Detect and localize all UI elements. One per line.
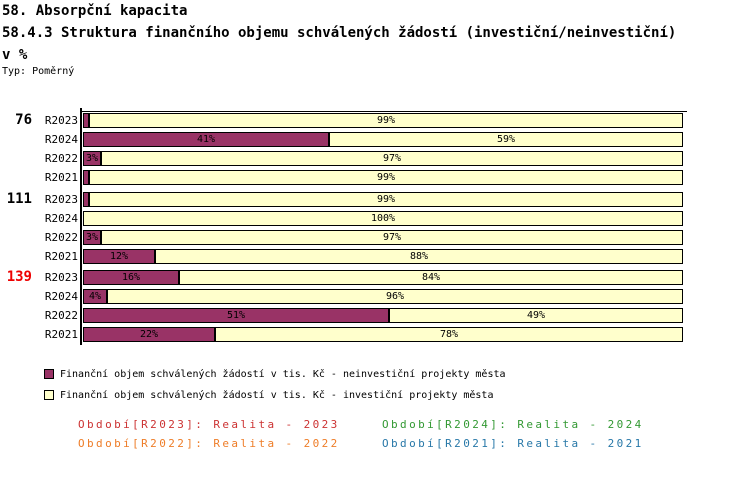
bar-segment-investicni: 97% xyxy=(101,151,683,166)
bar-segment-neinvesticni: 3% xyxy=(83,151,101,166)
chart-type-label: Typ: Poměrný xyxy=(2,66,75,77)
bar-segment-neinvesticni: 51% xyxy=(83,308,389,323)
bar-segment-investicni: 78% xyxy=(215,327,683,342)
row-label: R2023 xyxy=(44,193,78,206)
bar-segment-neinvesticni: 4% xyxy=(83,289,107,304)
group-label: 76 xyxy=(15,112,32,128)
period-footnote: Období[R2021]: Realita - 2021 xyxy=(382,437,644,450)
bar-segment-neinvesticni: 12% xyxy=(83,249,155,264)
report-title: 58. Absorpční kapacita xyxy=(2,3,188,19)
period-footnote: Období[R2022]: Realita - 2022 xyxy=(78,437,340,450)
bar-segment-investicni: 59% xyxy=(329,132,683,147)
legend-label: Finanční objem schválených žádostí v tis. Kč - investiční projekty města xyxy=(60,390,494,401)
bar-segment-investicni: 99% xyxy=(89,170,683,185)
row-label: R2022 xyxy=(44,152,78,165)
row-label: R2023 xyxy=(44,114,78,127)
y-axis-line xyxy=(80,108,82,345)
bar-segment-neinvesticni: 22% xyxy=(83,327,215,342)
bar-segment-investicni: 84% xyxy=(179,270,683,285)
group-label: 111 xyxy=(6,191,32,207)
top-axis-line xyxy=(80,111,687,112)
chart-title: 58.4.3 Struktura finančního objemu schválených žádostí (investiční/neinvestiční) xyxy=(2,25,677,41)
bar-segment-neinvesticni: 41% xyxy=(83,132,329,147)
bar-segment-investicni: 99% xyxy=(89,113,683,128)
period-footnote: Období[R2024]: Realita - 2024 xyxy=(382,418,644,431)
legend-item xyxy=(44,390,644,402)
chart-title-unit: v % xyxy=(2,47,28,63)
bar-segment-investicni: 96% xyxy=(107,289,683,304)
row-label: R2024 xyxy=(44,290,78,303)
bar-segment-investicni: 88% xyxy=(155,249,683,264)
legend-swatch xyxy=(44,390,54,400)
row-label: R2022 xyxy=(44,231,78,244)
legend-label: Finanční objem schválených žádostí v tis. Kč - neinvestiční projekty města xyxy=(60,369,506,380)
row-label: R2023 xyxy=(44,271,78,284)
bar-segment-neinvesticni: 3% xyxy=(83,230,101,245)
row-label: R2021 xyxy=(44,328,78,341)
bar-segment-investicni: 49% xyxy=(389,308,683,323)
legend-item xyxy=(44,369,644,381)
row-label: R2022 xyxy=(44,309,78,322)
group-label: 139 xyxy=(6,269,32,285)
bar-segment-investicni: 99% xyxy=(89,192,683,207)
bar-segment-investicni: 100% xyxy=(83,211,683,226)
row-label: R2024 xyxy=(44,212,78,225)
row-label: R2024 xyxy=(44,133,78,146)
period-footnote: Období[R2023]: Realita - 2023 xyxy=(78,418,340,431)
bar-segment-neinvesticni: 16% xyxy=(83,270,179,285)
bar-segment-investicni: 97% xyxy=(101,230,683,245)
row-label: R2021 xyxy=(44,250,78,263)
row-label: R2021 xyxy=(44,171,78,184)
legend-swatch xyxy=(44,369,54,379)
